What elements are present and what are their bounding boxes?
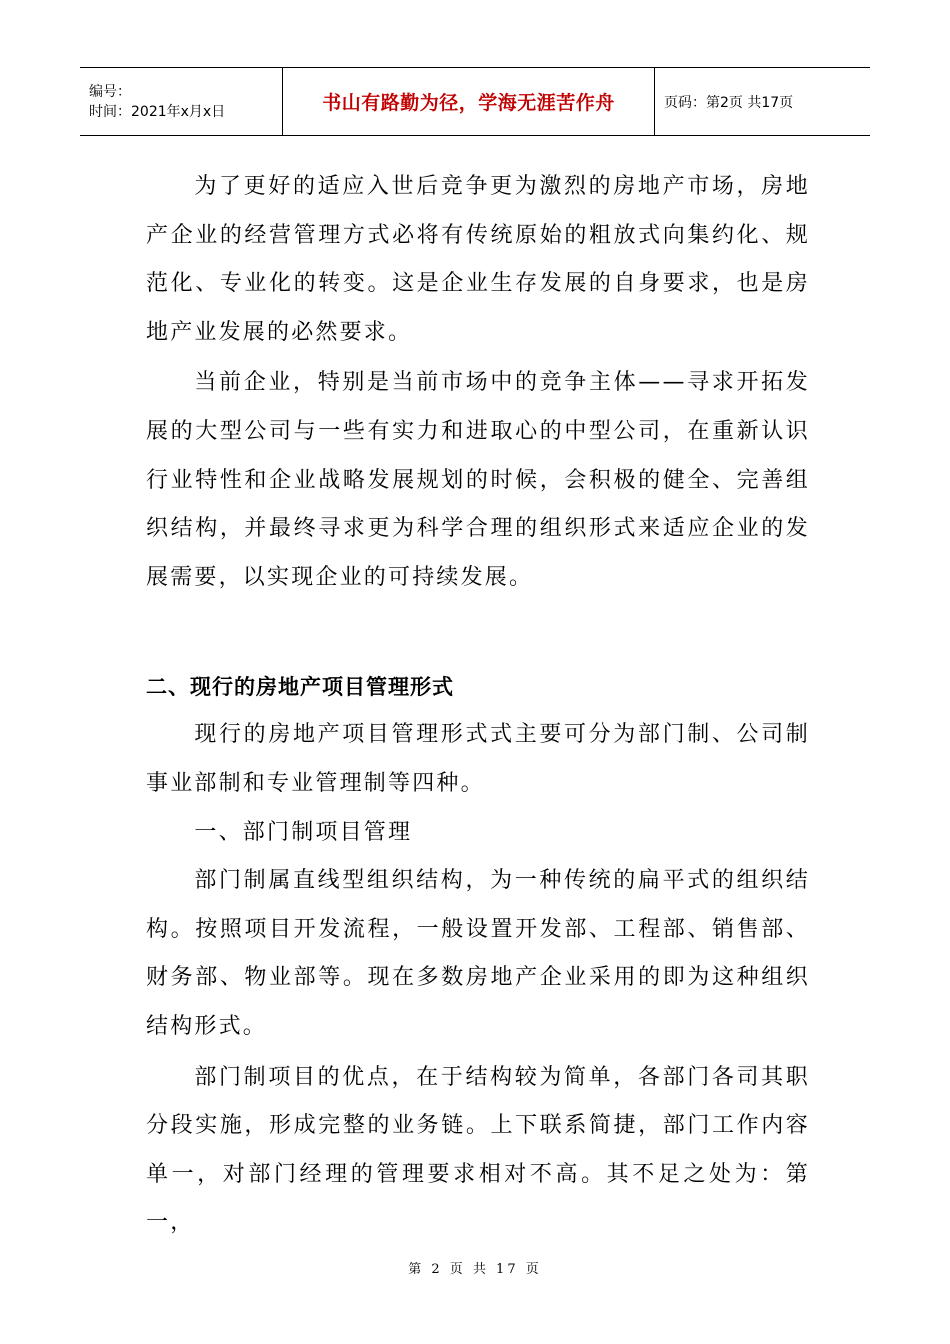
paragraph-1: 为了更好的适应入世后竞争更为激烈的房地产市场，房地产企业的经营管理方式必将有传统原始的粗放式向集约化、规范化、专业化的转变。这是企业生存发展的自身要求，也是房地产业发展的必然要求。 [146, 174, 810, 345]
page-number-info: 页码：第2页 共17页 [664, 94, 794, 111]
subheading: 一、部门制项目管理 [194, 819, 413, 845]
header-page-cell [655, 68, 870, 135]
paragraph-4: 部门制属直线型组织结构，为一种传统的扁平式的组织结构。按照项目开发流程，一般设置开发部、工程部、销售部、财务部、物业部等。现在多数房地产企业采用的即为这种组织结构形式。 [146, 868, 810, 1039]
serial-number-label: 编号： [89, 83, 131, 100]
document-header [80, 67, 870, 136]
document-body [146, 163, 810, 1248]
date-label: 时间：2021年x月x日 [89, 103, 226, 120]
paragraph-2: 当前企业，特别是当前市场中的竞争主体——寻求开拓发展的大型公司与一些有实力和进取心的中型公司，在重新认识行业特性和企业战略发展规划的时候，会积极的健全、完善组织结构，并最终寻求更为科学合理的组织形式来适应企业的发展需要，以实现企业的可持续发展。 [146, 370, 810, 590]
paragraph-5: 部门制项目的优点，在于结构较为简单，各部门各司其职分段实施，形成完整的业务链。上下联系简捷，部门工作内容单一，对部门经理的管理要求相对不高。其不足之处为：第一， [146, 1064, 810, 1236]
page-footer: 第 2 页 共 17 页 [408, 1262, 542, 1277]
header-meta-cell [80, 68, 283, 135]
motto-text: 书山有路勤为径，学海无涯苦作舟 [322, 92, 615, 114]
header-motto-cell [283, 68, 655, 135]
section-title: 二、现行的房地产项目管理形式 [146, 675, 454, 700]
paragraph-3: 现行的房地产项目管理形式式主要可分为部门制、公司制事业部制和专业管理制等四种。 [146, 722, 810, 796]
